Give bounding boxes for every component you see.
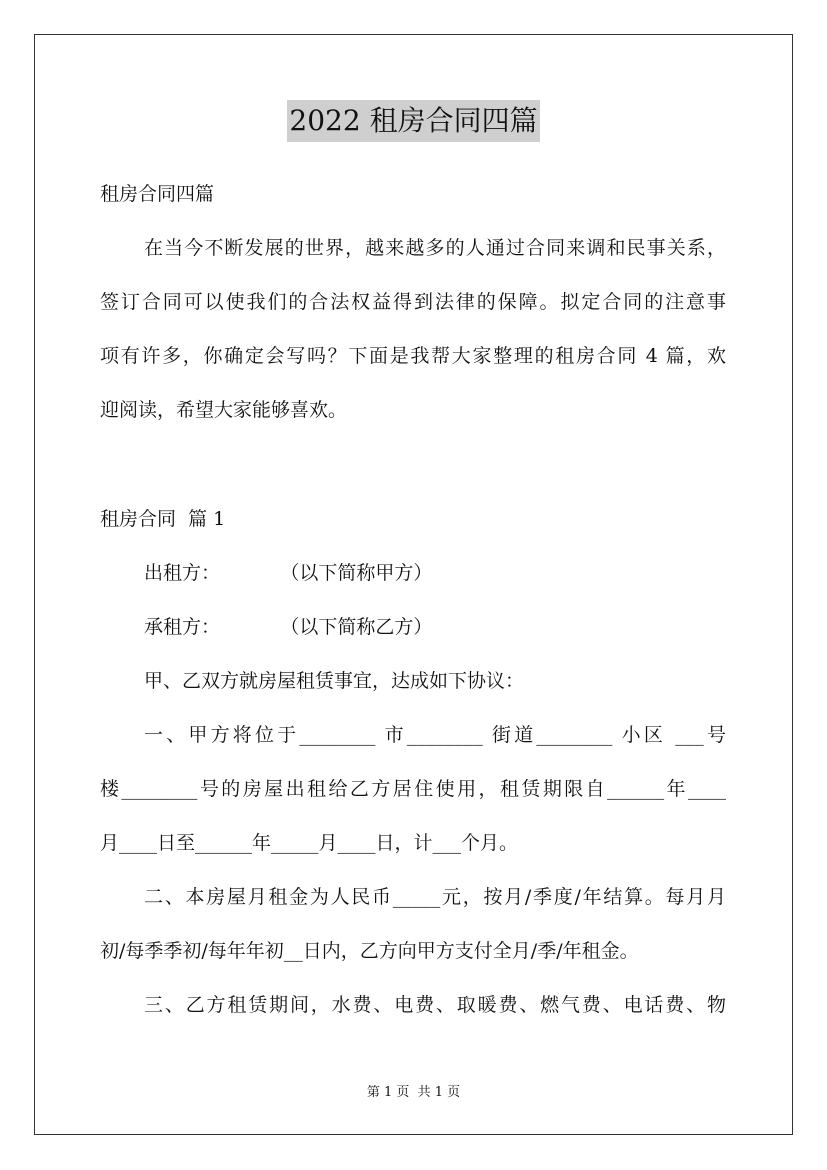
intro-line-3: 项有许多，你确定会写吗？下面是我帮大家整理的租房合同 4 篇，欢 [100, 345, 726, 367]
lessor-line: 出租方： （以下简称甲方） [144, 562, 433, 584]
document-title [0, 100, 827, 142]
intro-line-2: 签订合同可以使我们的合法权益得到法律的保障。拟定合同的注意事 [100, 291, 726, 313]
intro-line-4: 迎阅读，希望大家能够喜欢。 [100, 399, 348, 421]
agreement-intro: 甲、乙双方就房屋租赁事宜，达成如下协议： [144, 670, 525, 692]
clause2-line-1: 二、本房屋月租金为人民币_____元，按月/季度/年结算。每月月 [144, 886, 726, 908]
clause2-line-2: 初/每季季初/每年年初__日内，乙方向甲方支付全月/季/年租金。 [100, 940, 639, 962]
clause1-line-3: 月____日至______年_____月____日，计___个月。 [100, 832, 519, 854]
intro-line-1: 在当今不断发展的世界，越来越多的人通过合同来调和民事关系， [144, 237, 726, 259]
document-title-text: 2022 租房合同四篇 [287, 100, 539, 142]
section-heading: 租房合同 篇 1 [100, 508, 226, 530]
clause1-line-2: 楼________号的房屋出租给乙方居住使用，租赁期限自______年____ [100, 778, 726, 800]
clause3-line-1: 三、乙方租赁期间，水费、电费、取暖费、燃气费、电话费、物 [144, 994, 726, 1016]
lessee-line: 承租方： （以下简称乙方） [144, 616, 433, 638]
clause1-line-1: 一、甲方将位于________ 市________ 街道________ 小区 ___号 [144, 724, 726, 746]
document-subtitle: 租房合同四篇 [100, 183, 215, 205]
page-number: 第 1 页 共 1 页 [366, 1085, 461, 1100]
